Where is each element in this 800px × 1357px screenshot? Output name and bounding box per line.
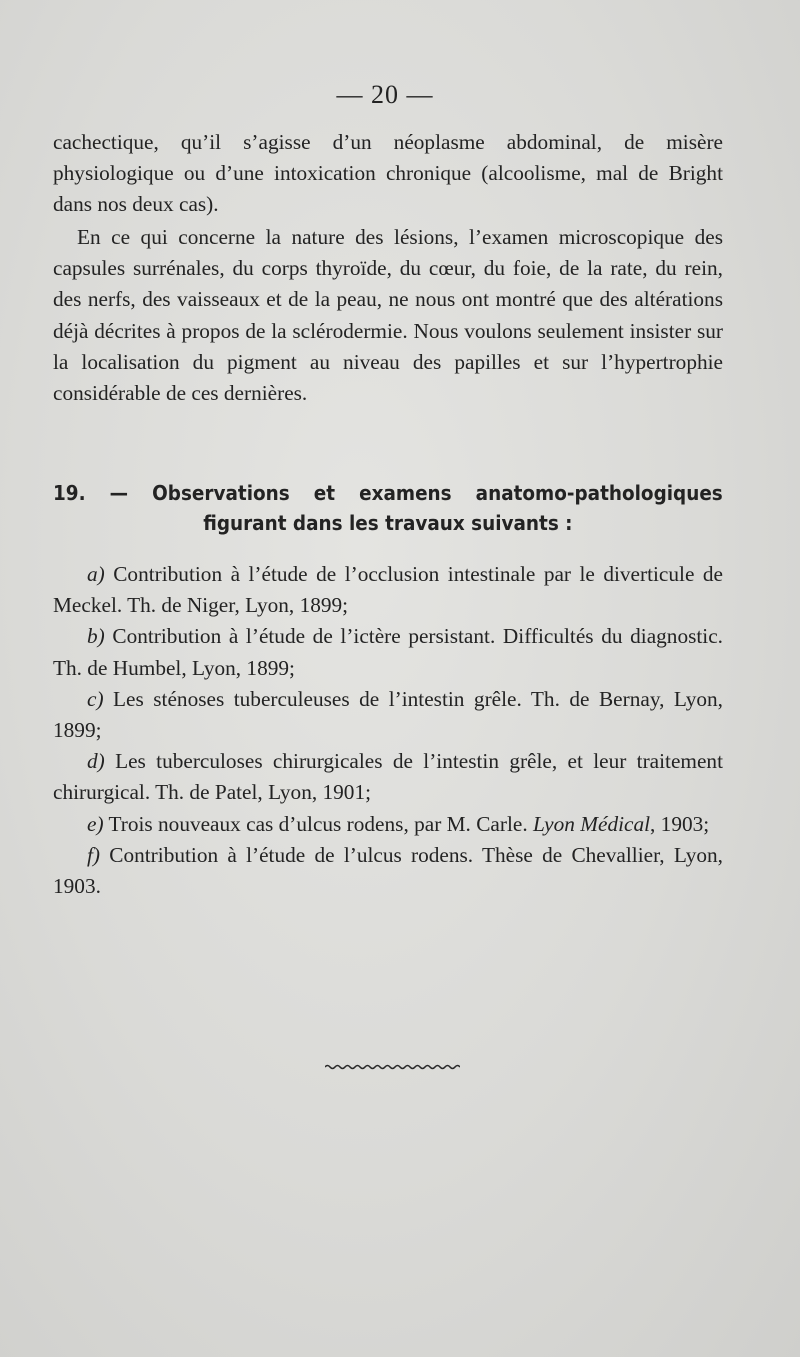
- reference-letter: c): [87, 686, 104, 711]
- reference-text: Contribution à l’étude de l’ictère persistant. Difficultés du diagnostic. Th. de Humbel, Lyon, 1899;: [53, 624, 723, 680]
- reference-c: [53, 684, 723, 746]
- paragraph-1: [53, 127, 723, 221]
- section-heading: 19. — Observations et examens anatomo-pathologiques figurant dans les travaux suivants :: [53, 481, 723, 535]
- reference-letter: a): [87, 562, 105, 586]
- reference-f: [53, 840, 723, 902]
- reference-text: Les tuberculoses chirurgicales de l’intestin grêle, et leur traitement chirurgical. Th. de Patel, Lyon, 1901;: [53, 749, 723, 805]
- paragraph-2: [53, 222, 723, 409]
- reference-list: [53, 559, 723, 902]
- reference-d: [53, 746, 723, 808]
- reference-text: Les sténoses tuberculeuses de l’intestin grêle. Th. de Bernay, Lyon, 1899;: [53, 686, 723, 743]
- reference-letter: e): [87, 811, 104, 836]
- reference-text: Contribution à l’étude de l’ulcus rodens. Thèse de Chevallier, Lyon, 1903.: [53, 842, 723, 899]
- reference-letter: b): [87, 624, 105, 649]
- page-number: — 20 —: [336, 80, 434, 109]
- reference-letter: f): [87, 842, 101, 867]
- reference-e: [53, 809, 723, 840]
- paragraph-1-text: cachectique, qu’il s’agisse d’un néoplasme abdominal, de misère physiologique ou d’une intoxication chronique (alcoolisme, mal de Bright dans nos deux cas).: [53, 130, 723, 217]
- paragraph-2-text: En ce qui concerne la nature des lésions, l’examen microscopique des capsules surrénales, du corps thyroïde, du cœur, du foie, de la rate, du rein, des nerfs, des vaisseaux et de la peau, ne nous ont montré que des altérations déjà décrites à propos de la sclérodermie. Nous voulons seulement insister sur la localisation du pigment au niveau des papilles et sur l’hypertrophie considérable de ces dernières.: [53, 225, 723, 406]
- reference-journal-title: Lyon Médical: [532, 811, 651, 836]
- reference-a: [53, 559, 723, 621]
- end-ornament-rule: [325, 1061, 460, 1073]
- reference-b: [53, 621, 723, 683]
- reference-letter: d): [87, 749, 105, 774]
- reference-text: Trois nouveaux cas d’ulcus rodens, par M. Carle.: [103, 811, 533, 836]
- reference-text-end: , 1903;: [650, 811, 710, 836]
- reference-text: Contribution à l’étude de l’occlusion intestinale par le diverticule de Meckel. Th. de Niger, Lyon, 1899;: [53, 562, 723, 618]
